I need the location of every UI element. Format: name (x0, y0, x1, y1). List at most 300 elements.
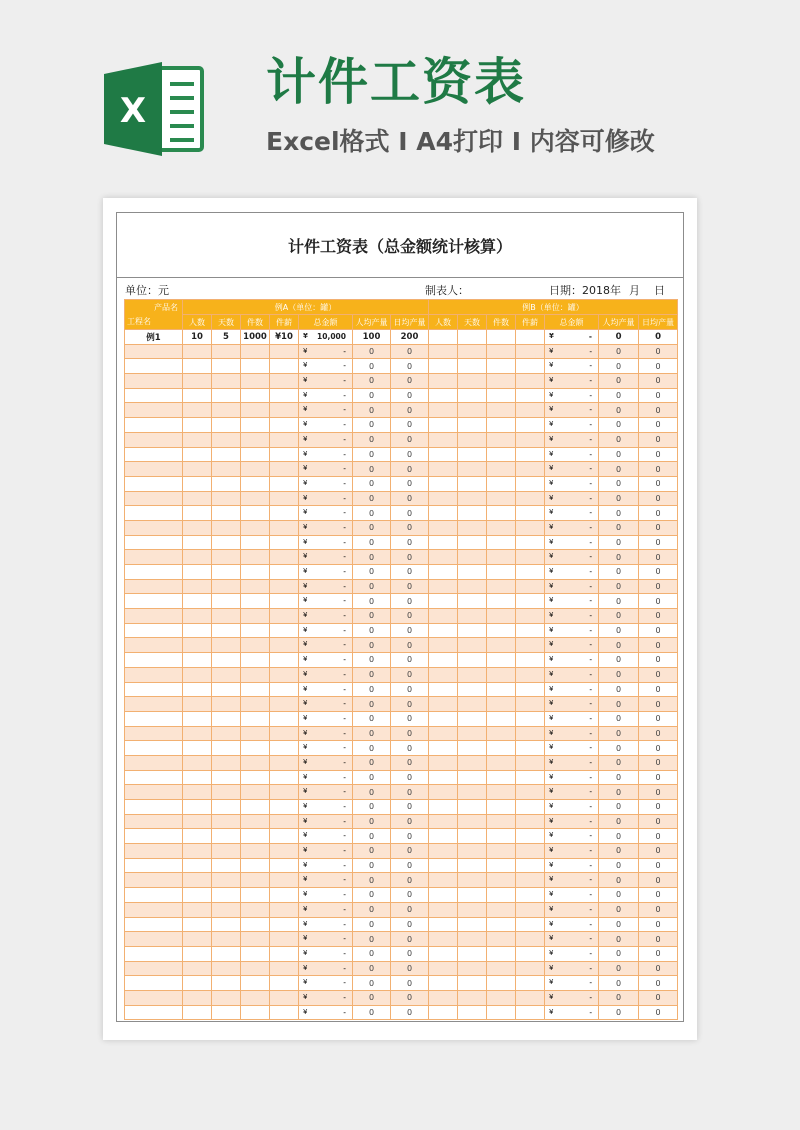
table-cell[interactable] (241, 946, 270, 961)
table-cell[interactable]: 0 (353, 785, 391, 800)
table-cell[interactable]: 0 (599, 418, 639, 433)
table-cell[interactable] (212, 946, 241, 961)
table-cell[interactable] (429, 1005, 458, 1020)
table-cell[interactable] (183, 932, 212, 947)
table-cell[interactable] (241, 506, 270, 521)
table-cell[interactable]: 0 (353, 491, 391, 506)
table-cell[interactable] (241, 888, 270, 903)
total-amount-cell[interactable] (545, 961, 599, 976)
total-amount-cell[interactable] (545, 388, 599, 403)
table-cell[interactable] (183, 462, 212, 477)
table-cell[interactable] (429, 609, 458, 624)
table-cell[interactable]: 0 (353, 388, 391, 403)
table-cell[interactable] (458, 814, 487, 829)
table-cell[interactable] (241, 462, 270, 477)
table-cell[interactable] (516, 418, 545, 433)
table-cell[interactable] (516, 403, 545, 418)
table-cell[interactable] (516, 770, 545, 785)
table-cell[interactable] (429, 961, 458, 976)
row-name-cell[interactable] (125, 623, 183, 638)
table-cell[interactable]: 0 (639, 359, 678, 374)
table-cell[interactable]: 0 (599, 432, 639, 447)
table-cell[interactable] (212, 374, 241, 389)
table-cell[interactable] (270, 814, 299, 829)
table-cell[interactable] (516, 697, 545, 712)
total-amount-cell[interactable] (545, 902, 599, 917)
table-cell[interactable] (212, 506, 241, 521)
table-cell[interactable]: 0 (353, 726, 391, 741)
table-cell[interactable]: 0 (391, 990, 429, 1005)
table-cell[interactable] (183, 344, 212, 359)
table-cell[interactable]: 0 (353, 344, 391, 359)
table-cell[interactable] (516, 359, 545, 374)
table-cell[interactable] (458, 697, 487, 712)
table-cell[interactable] (270, 667, 299, 682)
table-cell[interactable]: 0 (639, 447, 678, 462)
total-amount-cell[interactable] (545, 858, 599, 873)
table-cell[interactable] (183, 653, 212, 668)
table-cell[interactable]: 0 (639, 623, 678, 638)
total-amount-cell[interactable] (545, 946, 599, 961)
table-cell[interactable] (212, 594, 241, 609)
table-cell[interactable] (458, 770, 487, 785)
total-amount-cell[interactable] (545, 932, 599, 947)
row-name-cell[interactable] (125, 535, 183, 550)
total-amount-cell[interactable] (545, 711, 599, 726)
table-cell[interactable] (487, 800, 516, 815)
table-cell[interactable]: 0 (391, 814, 429, 829)
table-cell[interactable] (458, 491, 487, 506)
table-cell[interactable] (487, 579, 516, 594)
table-cell[interactable]: 0 (599, 932, 639, 947)
total-amount-cell[interactable] (545, 682, 599, 697)
table-cell[interactable] (241, 902, 270, 917)
table-cell[interactable] (212, 726, 241, 741)
table-cell[interactable] (183, 814, 212, 829)
table-cell[interactable]: 0 (353, 374, 391, 389)
row-name-cell[interactable] (125, 990, 183, 1005)
table-cell[interactable]: 0 (353, 917, 391, 932)
table-cell[interactable] (429, 653, 458, 668)
table-cell[interactable]: 0 (639, 858, 678, 873)
table-cell[interactable] (429, 447, 458, 462)
table-cell[interactable] (241, 726, 270, 741)
table-cell[interactable] (487, 873, 516, 888)
table-cell[interactable] (241, 770, 270, 785)
table-cell[interactable] (429, 902, 458, 917)
table-cell[interactable] (487, 418, 516, 433)
table-cell[interactable] (487, 741, 516, 756)
table-cell[interactable]: 0 (353, 770, 391, 785)
table-cell[interactable] (270, 491, 299, 506)
table-cell[interactable]: 0 (639, 432, 678, 447)
total-amount-cell[interactable] (299, 609, 353, 624)
total-amount-cell[interactable] (299, 418, 353, 433)
table-cell[interactable] (183, 741, 212, 756)
table-cell[interactable]: 0 (391, 770, 429, 785)
table-cell[interactable]: 0 (353, 682, 391, 697)
table-cell[interactable] (183, 858, 212, 873)
table-cell[interactable]: 0 (391, 1005, 429, 1020)
table-cell[interactable] (516, 858, 545, 873)
table-cell[interactable]: 0 (353, 961, 391, 976)
table-cell[interactable]: 0 (391, 565, 429, 580)
table-cell[interactable] (212, 711, 241, 726)
table-cell[interactable] (516, 711, 545, 726)
total-amount-cell[interactable] (545, 359, 599, 374)
table-cell[interactable]: 0 (599, 638, 639, 653)
table-cell[interactable] (458, 667, 487, 682)
total-amount-cell[interactable] (545, 535, 599, 550)
table-cell[interactable] (487, 565, 516, 580)
table-cell[interactable] (429, 800, 458, 815)
table-cell[interactable]: 0 (639, 491, 678, 506)
row-name-cell[interactable] (125, 344, 183, 359)
table-cell[interactable]: 0 (391, 711, 429, 726)
table-cell[interactable] (429, 682, 458, 697)
total-amount-cell[interactable] (545, 844, 599, 859)
table-cell[interactable] (487, 550, 516, 565)
table-cell[interactable] (270, 374, 299, 389)
table-cell[interactable] (183, 667, 212, 682)
total-amount-cell[interactable] (545, 462, 599, 477)
table-cell[interactable]: 0 (639, 374, 678, 389)
table-cell[interactable] (183, 594, 212, 609)
table-cell[interactable] (516, 785, 545, 800)
table-cell[interactable] (270, 844, 299, 859)
table-cell[interactable]: 0 (599, 579, 639, 594)
table-cell[interactable] (487, 374, 516, 389)
table-cell[interactable]: 0 (353, 800, 391, 815)
table-cell[interactable]: 0 (391, 902, 429, 917)
table-cell[interactable] (458, 902, 487, 917)
table-cell[interactable] (487, 667, 516, 682)
table-cell[interactable] (516, 667, 545, 682)
table-cell[interactable]: 0 (639, 888, 678, 903)
table-cell[interactable] (458, 476, 487, 491)
table-cell[interactable] (516, 491, 545, 506)
table-cell[interactable]: 0 (639, 829, 678, 844)
total-amount-cell[interactable] (299, 476, 353, 491)
total-amount-cell[interactable] (545, 623, 599, 638)
total-amount-cell[interactable] (299, 388, 353, 403)
total-amount-cell[interactable] (545, 800, 599, 815)
table-cell[interactable] (212, 976, 241, 991)
table-cell[interactable] (212, 403, 241, 418)
table-cell[interactable] (241, 932, 270, 947)
table-cell[interactable]: 0 (391, 506, 429, 521)
total-amount-cell[interactable] (299, 535, 353, 550)
table-cell[interactable]: 0 (599, 682, 639, 697)
total-amount-cell[interactable] (545, 785, 599, 800)
table-cell[interactable] (270, 741, 299, 756)
total-amount-cell[interactable] (299, 491, 353, 506)
table-cell[interactable] (241, 755, 270, 770)
table-cell[interactable]: 0 (639, 844, 678, 859)
table-cell[interactable] (270, 726, 299, 741)
table-cell[interactable] (270, 990, 299, 1005)
table-cell[interactable] (270, 873, 299, 888)
row-name-cell[interactable] (125, 579, 183, 594)
total-amount-cell[interactable] (545, 917, 599, 932)
table-cell[interactable]: 0 (391, 520, 429, 535)
total-amount-cell[interactable] (545, 330, 599, 345)
table-cell[interactable]: 0 (639, 653, 678, 668)
table-cell[interactable] (516, 932, 545, 947)
table-cell[interactable] (270, 1005, 299, 1020)
table-cell[interactable]: 0 (639, 638, 678, 653)
table-cell[interactable] (429, 711, 458, 726)
table-cell[interactable] (487, 682, 516, 697)
table-cell[interactable] (429, 946, 458, 961)
row-name-cell[interactable] (125, 388, 183, 403)
table-cell[interactable]: 0 (639, 800, 678, 815)
table-cell[interactable] (516, 432, 545, 447)
table-cell[interactable] (458, 711, 487, 726)
table-cell[interactable] (183, 374, 212, 389)
table-cell[interactable] (212, 344, 241, 359)
table-cell[interactable] (429, 359, 458, 374)
table-cell[interactable] (487, 902, 516, 917)
total-amount-cell[interactable] (545, 609, 599, 624)
table-cell[interactable] (270, 565, 299, 580)
table-cell[interactable]: 0 (599, 344, 639, 359)
table-cell[interactable] (458, 682, 487, 697)
table-cell[interactable] (458, 330, 487, 345)
table-cell[interactable] (516, 330, 545, 345)
table-cell[interactable] (270, 961, 299, 976)
table-cell[interactable] (212, 770, 241, 785)
table-cell[interactable] (429, 330, 458, 345)
table-cell[interactable] (516, 741, 545, 756)
table-cell[interactable] (429, 520, 458, 535)
table-cell[interactable] (241, 711, 270, 726)
total-amount-cell[interactable] (545, 829, 599, 844)
table-cell[interactable] (183, 888, 212, 903)
table-cell[interactable] (458, 741, 487, 756)
table-cell[interactable] (183, 917, 212, 932)
table-cell[interactable]: 0 (639, 917, 678, 932)
table-cell[interactable]: 0 (599, 726, 639, 741)
row-name-cell[interactable] (125, 403, 183, 418)
table-cell[interactable] (429, 403, 458, 418)
table-cell[interactable] (487, 946, 516, 961)
table-cell[interactable] (183, 829, 212, 844)
table-cell[interactable] (270, 388, 299, 403)
table-cell[interactable] (487, 814, 516, 829)
table-cell[interactable] (183, 432, 212, 447)
table-cell[interactable] (458, 844, 487, 859)
table-cell[interactable] (212, 917, 241, 932)
total-amount-cell[interactable] (545, 344, 599, 359)
table-cell[interactable] (241, 447, 270, 462)
row-name-cell[interactable] (125, 711, 183, 726)
table-cell[interactable] (241, 565, 270, 580)
row-name-cell[interactable] (125, 844, 183, 859)
table-cell[interactable] (241, 697, 270, 712)
table-cell[interactable]: 0 (353, 535, 391, 550)
table-cell[interactable] (458, 932, 487, 947)
table-cell[interactable]: 0 (353, 755, 391, 770)
table-cell[interactable] (241, 814, 270, 829)
table-cell[interactable] (429, 550, 458, 565)
table-cell[interactable] (212, 814, 241, 829)
table-cell[interactable] (212, 476, 241, 491)
table-cell[interactable] (212, 462, 241, 477)
table-cell[interactable]: 0 (639, 726, 678, 741)
total-amount-cell[interactable] (299, 990, 353, 1005)
table-cell[interactable] (212, 873, 241, 888)
table-cell[interactable]: 0 (391, 403, 429, 418)
table-cell[interactable] (487, 330, 516, 345)
table-cell[interactable] (183, 388, 212, 403)
table-cell[interactable] (487, 403, 516, 418)
row-name-cell[interactable] (125, 550, 183, 565)
table-cell[interactable] (241, 917, 270, 932)
total-amount-cell[interactable] (545, 374, 599, 389)
table-cell[interactable] (487, 932, 516, 947)
table-cell[interactable] (516, 976, 545, 991)
table-cell[interactable]: 0 (639, 961, 678, 976)
table-cell[interactable]: 0 (599, 888, 639, 903)
table-cell[interactable] (516, 814, 545, 829)
table-cell[interactable] (516, 653, 545, 668)
row-name-cell[interactable] (125, 667, 183, 682)
table-cell[interactable] (212, 858, 241, 873)
row-name-cell[interactable] (125, 961, 183, 976)
table-cell[interactable] (487, 829, 516, 844)
table-cell[interactable] (487, 844, 516, 859)
total-amount-cell[interactable] (545, 755, 599, 770)
total-amount-cell[interactable] (545, 432, 599, 447)
total-amount-cell[interactable] (299, 667, 353, 682)
table-cell[interactable] (429, 829, 458, 844)
table-cell[interactable] (183, 873, 212, 888)
row-name-cell[interactable] (125, 873, 183, 888)
table-cell[interactable] (183, 785, 212, 800)
row-name-cell[interactable] (125, 476, 183, 491)
table-cell[interactable] (487, 858, 516, 873)
table-cell[interactable]: 0 (639, 946, 678, 961)
total-amount-cell[interactable] (545, 476, 599, 491)
table-cell[interactable] (270, 462, 299, 477)
total-amount-cell[interactable] (545, 990, 599, 1005)
table-cell[interactable] (183, 711, 212, 726)
table-cell[interactable] (458, 785, 487, 800)
table-cell[interactable] (270, 403, 299, 418)
table-cell[interactable] (458, 506, 487, 521)
table-cell[interactable] (429, 506, 458, 521)
table-cell[interactable] (270, 902, 299, 917)
row-name-cell[interactable] (125, 800, 183, 815)
table-cell[interactable]: 0 (391, 388, 429, 403)
table-cell[interactable]: 0 (599, 374, 639, 389)
total-amount-cell[interactable] (299, 1005, 353, 1020)
table-cell[interactable]: 0 (599, 844, 639, 859)
table-cell[interactable] (212, 800, 241, 815)
table-cell[interactable]: 0 (599, 961, 639, 976)
table-cell[interactable] (458, 609, 487, 624)
row-name-cell[interactable] (125, 374, 183, 389)
table-cell[interactable]: 0 (639, 755, 678, 770)
table-cell[interactable] (516, 388, 545, 403)
total-amount-cell[interactable] (299, 653, 353, 668)
table-cell[interactable] (429, 579, 458, 594)
table-cell[interactable] (183, 638, 212, 653)
table-cell[interactable] (241, 682, 270, 697)
table-cell[interactable]: 0 (599, 829, 639, 844)
table-cell[interactable] (487, 491, 516, 506)
total-amount-cell[interactable] (545, 403, 599, 418)
table-cell[interactable] (516, 344, 545, 359)
total-amount-cell[interactable] (299, 932, 353, 947)
total-amount-cell[interactable] (299, 902, 353, 917)
table-cell[interactable] (516, 888, 545, 903)
table-cell[interactable] (270, 829, 299, 844)
row-name-cell[interactable] (125, 829, 183, 844)
row-name-cell[interactable] (125, 932, 183, 947)
table-cell[interactable]: 0 (639, 403, 678, 418)
table-cell[interactable] (429, 418, 458, 433)
table-cell[interactable]: 0 (353, 476, 391, 491)
total-amount-cell[interactable] (299, 594, 353, 609)
table-cell[interactable] (183, 550, 212, 565)
table-cell[interactable]: 0 (599, 917, 639, 932)
table-cell[interactable]: 0 (391, 344, 429, 359)
table-cell[interactable] (487, 359, 516, 374)
table-cell[interactable] (241, 418, 270, 433)
table-cell[interactable]: 0 (599, 711, 639, 726)
table-cell[interactable] (429, 476, 458, 491)
table-cell[interactable]: 0 (353, 697, 391, 712)
table-cell[interactable]: 0 (391, 917, 429, 932)
table-cell[interactable] (429, 726, 458, 741)
table-cell[interactable]: 0 (353, 447, 391, 462)
table-cell[interactable] (183, 1005, 212, 1020)
table-cell[interactable] (212, 682, 241, 697)
total-amount-cell[interactable] (545, 638, 599, 653)
table-cell[interactable] (241, 829, 270, 844)
table-cell[interactable] (516, 961, 545, 976)
table-cell[interactable] (516, 917, 545, 932)
table-cell[interactable]: 0 (353, 814, 391, 829)
table-cell[interactable]: 0 (391, 800, 429, 815)
table-cell[interactable]: 0 (599, 770, 639, 785)
row-name-cell[interactable] (125, 1005, 183, 1020)
table-cell[interactable]: 0 (353, 520, 391, 535)
table-cell[interactable]: 0 (353, 946, 391, 961)
table-cell[interactable] (212, 697, 241, 712)
table-cell[interactable] (183, 902, 212, 917)
table-cell[interactable]: 0 (353, 432, 391, 447)
table-cell[interactable]: 0 (599, 462, 639, 477)
total-amount-cell[interactable] (545, 506, 599, 521)
total-amount-cell[interactable] (299, 682, 353, 697)
table-cell[interactable] (270, 976, 299, 991)
table-cell[interactable] (270, 755, 299, 770)
table-cell[interactable] (241, 476, 270, 491)
row-name-cell[interactable] (125, 741, 183, 756)
table-cell[interactable] (212, 667, 241, 682)
row-name-cell[interactable] (125, 520, 183, 535)
row-name-cell[interactable] (125, 785, 183, 800)
row-name-cell[interactable] (125, 946, 183, 961)
total-amount-cell[interactable] (545, 1005, 599, 1020)
table-cell[interactable] (516, 755, 545, 770)
table-cell[interactable]: 0 (353, 932, 391, 947)
table-cell[interactable] (241, 432, 270, 447)
table-cell[interactable] (429, 990, 458, 1005)
